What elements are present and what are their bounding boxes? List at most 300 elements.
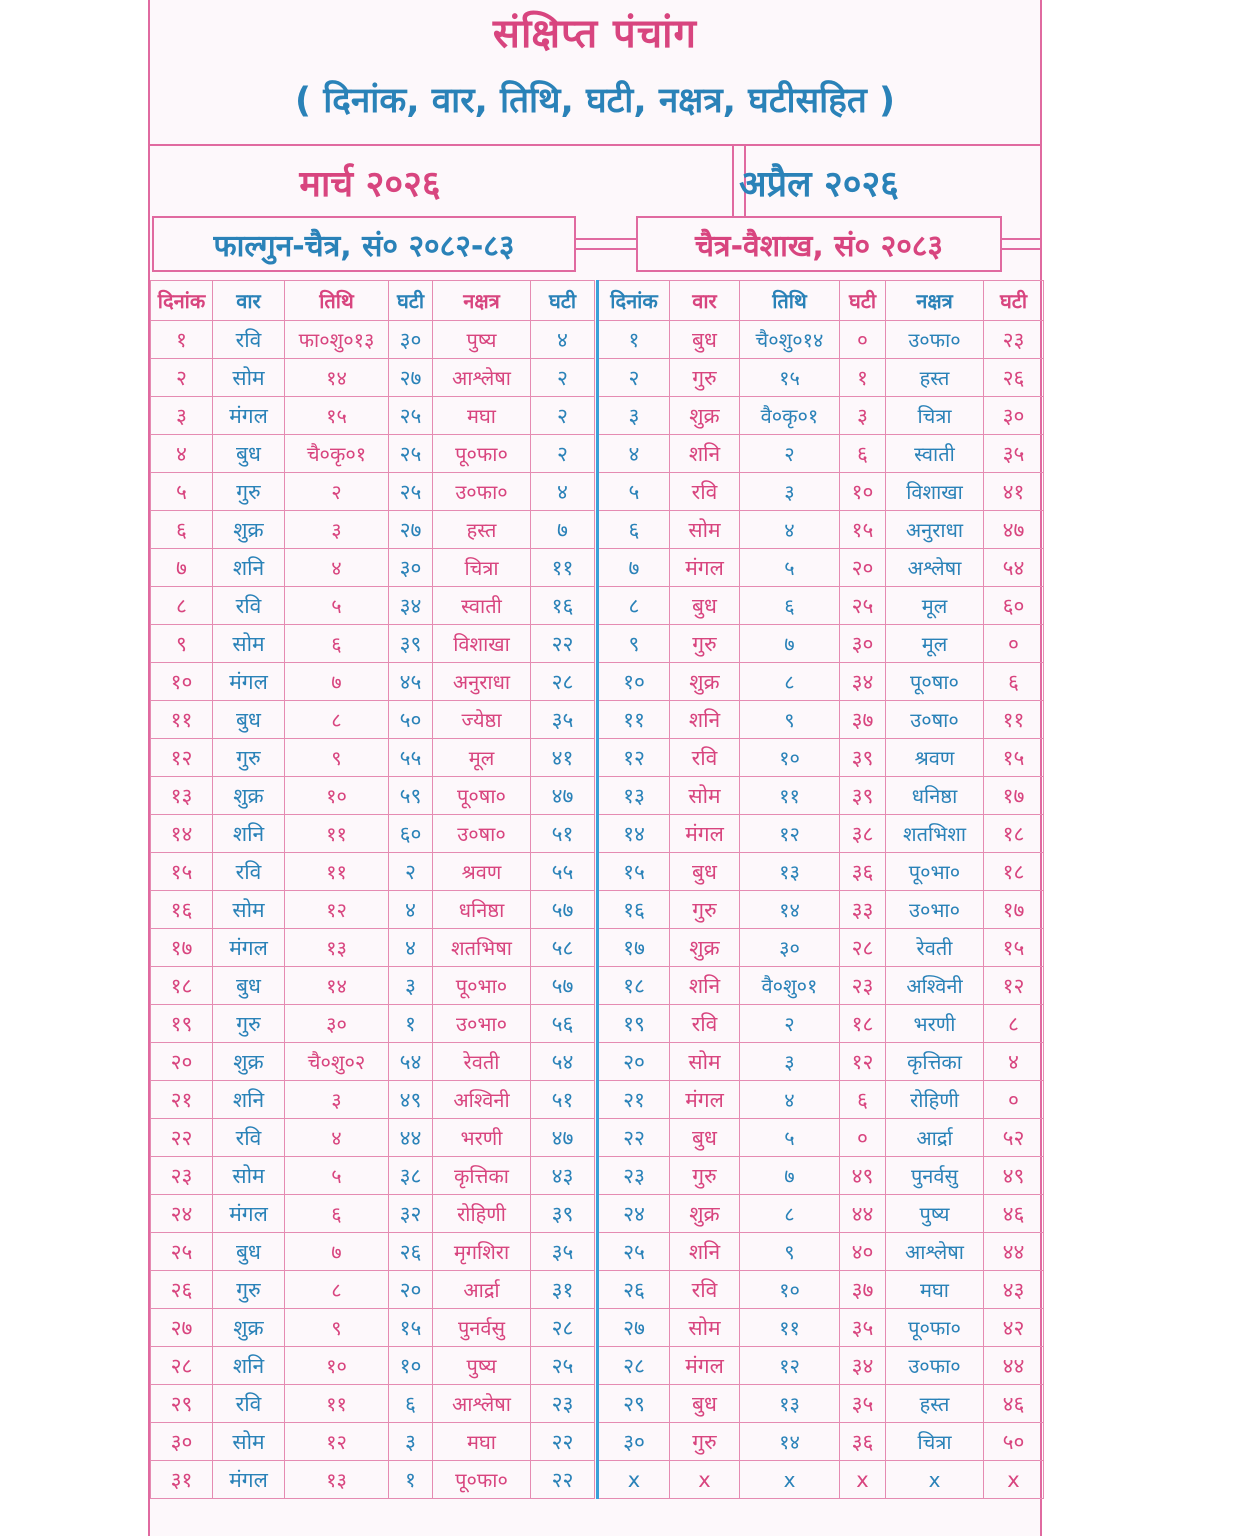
date-cell: २: [598, 359, 670, 397]
var-cell: सोम: [213, 625, 285, 663]
var-cell: गुरु: [213, 1271, 285, 1309]
ghati-cell: ३४: [389, 587, 433, 625]
connector-left: [576, 238, 636, 240]
date-cell: २०: [151, 1043, 213, 1081]
date-cell: x: [598, 1461, 670, 1499]
ghati-cell: ६: [840, 1081, 886, 1119]
table-row: [151, 511, 595, 549]
table-row: [598, 1081, 1044, 1119]
nakshatra-cell: चित्रा: [433, 549, 531, 587]
nakshatra-cell: मूल: [886, 587, 984, 625]
ghati-cell: ३०: [389, 321, 433, 359]
table-row: [151, 549, 595, 587]
ghati-cell: २: [389, 853, 433, 891]
var-cell: शनि: [213, 549, 285, 587]
table-row: [151, 929, 595, 967]
ghati-cell: ३३: [840, 891, 886, 929]
table-row: [151, 853, 595, 891]
date-cell: ८: [151, 587, 213, 625]
col-header-date: दिनांक: [598, 281, 670, 321]
table-row: [598, 1043, 1044, 1081]
ghati-end-cell: १७: [984, 777, 1044, 815]
ghati-end-cell: २३: [984, 321, 1044, 359]
tithi-cell: ८: [285, 1271, 389, 1309]
table-row: [151, 1385, 595, 1423]
table-row: [598, 1195, 1044, 1233]
ghati-end-cell: ११: [531, 549, 595, 587]
ghati-end-cell: ३९: [531, 1195, 595, 1233]
date-cell: २२: [598, 1119, 670, 1157]
ghati-cell: ३८: [389, 1157, 433, 1195]
ghati-end-cell: ४: [531, 473, 595, 511]
tithi-cell: ११: [740, 1309, 840, 1347]
col-header-tithi: तिथि: [740, 281, 840, 321]
nakshatra-cell: आश्लेषा: [886, 1233, 984, 1271]
date-cell: १९: [598, 1005, 670, 1043]
var-cell: बुध: [213, 967, 285, 1005]
table-row: [151, 473, 595, 511]
date-cell: ४: [598, 435, 670, 473]
ghati-end-cell: २: [531, 397, 595, 435]
ghati-cell: ४९: [840, 1157, 886, 1195]
date-cell: १४: [598, 815, 670, 853]
ghati-end-cell: ३१: [531, 1271, 595, 1309]
table-row: [598, 511, 1044, 549]
tithi-cell: १२: [285, 891, 389, 929]
tithi-cell: ९: [285, 1309, 389, 1347]
table-row: [598, 929, 1044, 967]
date-cell: ४: [151, 435, 213, 473]
ghati-cell: ५९: [389, 777, 433, 815]
var-cell: सोम: [670, 1309, 740, 1347]
nakshatra-cell: रेवती: [886, 929, 984, 967]
table-row: [598, 1233, 1044, 1271]
ghati-end-cell: ४१: [531, 739, 595, 777]
date-cell: १७: [598, 929, 670, 967]
var-cell: मंगल: [213, 1461, 285, 1499]
ghati-end-cell: ५७: [531, 967, 595, 1005]
ghati-cell: ३२: [389, 1195, 433, 1233]
var-cell: मंगल: [213, 397, 285, 435]
var-cell: रवि: [670, 473, 740, 511]
var-cell: शनि: [670, 435, 740, 473]
ghati-cell: ६: [389, 1385, 433, 1423]
ghati-cell: ३६: [840, 1423, 886, 1461]
date-cell: ३: [598, 397, 670, 435]
date-cell: १३: [598, 777, 670, 815]
ghati-end-cell: १५: [984, 739, 1044, 777]
tithi-cell: ३: [285, 511, 389, 549]
tithi-cell: ८: [285, 701, 389, 739]
tithi-cell: x: [740, 1461, 840, 1499]
connector-right-2: [1002, 248, 1040, 250]
table-row: [598, 473, 1044, 511]
date-cell: ११: [598, 701, 670, 739]
ghati-cell: ५५: [389, 739, 433, 777]
divider-top: [150, 144, 1040, 146]
ghati-end-cell: ४४: [984, 1347, 1044, 1385]
nakshatra-cell: हस्त: [886, 359, 984, 397]
nakshatra-cell: पुष्य: [433, 321, 531, 359]
nakshatra-cell: उ०षा०: [433, 815, 531, 853]
ghati-cell: ३०: [389, 549, 433, 587]
table-row: [151, 1005, 595, 1043]
table-row: [151, 1233, 595, 1271]
date-cell: ३०: [598, 1423, 670, 1461]
table-row: [598, 1461, 1044, 1499]
ghati-end-cell: ८: [984, 1005, 1044, 1043]
date-cell: ३०: [151, 1423, 213, 1461]
var-cell: रवि: [213, 587, 285, 625]
date-cell: १: [598, 321, 670, 359]
ghati-cell: ४४: [840, 1195, 886, 1233]
var-cell: गुरु: [213, 739, 285, 777]
tithi-cell: ८: [740, 1195, 840, 1233]
table-row: [151, 1309, 595, 1347]
ghati-cell: २७: [389, 359, 433, 397]
ghati-end-cell: २५: [531, 1347, 595, 1385]
ghati-cell: २०: [840, 549, 886, 587]
date-cell: २८: [598, 1347, 670, 1385]
nakshatra-cell: स्वाती: [886, 435, 984, 473]
var-cell: बुध: [670, 321, 740, 359]
table-row: [151, 359, 595, 397]
tithi-cell: ४: [285, 549, 389, 587]
ghati-end-cell: ४३: [984, 1271, 1044, 1309]
month-march-label: मार्च २०२६: [299, 164, 441, 205]
ghati-end-cell: १८: [984, 853, 1044, 891]
tithi-cell: १४: [285, 359, 389, 397]
ghati-end-cell: ६०: [984, 587, 1044, 625]
var-cell: गुरु: [670, 625, 740, 663]
nakshatra-cell: रेवती: [433, 1043, 531, 1081]
nakshatra-cell: धनिष्ठा: [886, 777, 984, 815]
tithi-cell: १०: [285, 1347, 389, 1385]
var-cell: गुरु: [670, 891, 740, 929]
var-cell: मंगल: [670, 549, 740, 587]
table-row: [598, 1423, 1044, 1461]
tithi-cell: ४: [740, 1081, 840, 1119]
ghati-cell: २५: [840, 587, 886, 625]
col-header-date: दिनांक: [151, 281, 213, 321]
table-row: [151, 321, 595, 359]
ghati-cell: ३८: [840, 815, 886, 853]
var-cell: गुरु: [670, 359, 740, 397]
tithi-cell: चै०शु०१४: [740, 321, 840, 359]
tithi-cell: ११: [285, 815, 389, 853]
var-cell: गुरु: [213, 1005, 285, 1043]
var-cell: शुक्र: [670, 663, 740, 701]
var-cell: शुक्र: [670, 929, 740, 967]
var-cell: शुक्र: [213, 1309, 285, 1347]
var-cell: x: [670, 1461, 740, 1499]
tithi-cell: चै०शु०२: [285, 1043, 389, 1081]
table-row: [151, 1461, 595, 1499]
date-cell: १: [151, 321, 213, 359]
var-cell: बुध: [670, 1385, 740, 1423]
ghati-cell: १०: [840, 473, 886, 511]
ghati-end-cell: २६: [984, 359, 1044, 397]
tithi-cell: ९: [285, 739, 389, 777]
ghati-end-cell: १७: [984, 891, 1044, 929]
date-cell: २५: [598, 1233, 670, 1271]
tithi-cell: ९: [740, 1233, 840, 1271]
table-row: [598, 397, 1044, 435]
date-cell: १३: [151, 777, 213, 815]
ghati-cell: ३७: [840, 1271, 886, 1309]
ghati-end-cell: ५४: [531, 1043, 595, 1081]
var-cell: शुक्र: [213, 511, 285, 549]
date-cell: ५: [151, 473, 213, 511]
nakshatra-cell: विशाखा: [433, 625, 531, 663]
ghati-end-cell: ११: [984, 701, 1044, 739]
nakshatra-cell: मूल: [433, 739, 531, 777]
var-cell: रवि: [670, 739, 740, 777]
nakshatra-cell: उ०फा०: [433, 473, 531, 511]
tithi-cell: ९: [740, 701, 840, 739]
var-cell: रवि: [213, 1119, 285, 1157]
nakshatra-cell: चित्रा: [886, 397, 984, 435]
table-row: [598, 663, 1044, 701]
ghati-end-cell: ६: [984, 663, 1044, 701]
col-header-tithi: तिथि: [285, 281, 389, 321]
date-cell: २४: [151, 1195, 213, 1233]
ghati-end-cell: ५७: [531, 891, 595, 929]
date-cell: १२: [151, 739, 213, 777]
table-row: [151, 967, 595, 1005]
ghati-end-cell: ३५: [531, 701, 595, 739]
nakshatra-cell: रोहिणी: [433, 1195, 531, 1233]
ghati-end-cell: १५: [984, 929, 1044, 967]
ghati-cell: २०: [389, 1271, 433, 1309]
col-header-var: वार: [670, 281, 740, 321]
var-cell: सोम: [670, 777, 740, 815]
date-cell: ६: [151, 511, 213, 549]
tithi-cell: १०: [285, 777, 389, 815]
tithi-cell: १०: [740, 739, 840, 777]
table-row: [151, 891, 595, 929]
var-cell: सोम: [213, 359, 285, 397]
nakshatra-cell: आश्लेषा: [433, 1385, 531, 1423]
april-table: [596, 280, 1044, 1499]
ghati-cell: २५: [389, 473, 433, 511]
nakshatra-cell: उ०फा०: [886, 321, 984, 359]
col-header-var: वार: [213, 281, 285, 321]
table-row: [151, 1119, 595, 1157]
nakshatra-cell: पू०भा०: [886, 853, 984, 891]
date-cell: ८: [598, 587, 670, 625]
var-cell: शनि: [213, 1347, 285, 1385]
ghati-end-cell: २८: [531, 1309, 595, 1347]
ghati-end-cell: २३: [531, 1385, 595, 1423]
ghati-end-cell: ४७: [984, 511, 1044, 549]
var-cell: सोम: [670, 511, 740, 549]
var-cell: शुक्र: [213, 1043, 285, 1081]
nakshatra-cell: स्वाती: [433, 587, 531, 625]
ghati-end-cell: ५१: [531, 815, 595, 853]
ghati-end-cell: २२: [531, 1461, 595, 1499]
var-cell: शुक्र: [213, 777, 285, 815]
ghati-end-cell: २८: [531, 663, 595, 701]
tithi-cell: ४: [285, 1119, 389, 1157]
ghati-cell: ०: [840, 321, 886, 359]
nakshatra-cell: भरणी: [433, 1119, 531, 1157]
date-cell: ५: [598, 473, 670, 511]
table-row: [151, 739, 595, 777]
date-cell: १५: [598, 853, 670, 891]
nakshatra-cell: पू०षा०: [886, 663, 984, 701]
nakshatra-cell: आर्द्रा: [433, 1271, 531, 1309]
tithi-cell: ३: [740, 1043, 840, 1081]
nakshatra-cell: पुनर्वसु: [433, 1309, 531, 1347]
ghati-end-cell: ७: [531, 511, 595, 549]
ghati-end-cell: ५६: [531, 1005, 595, 1043]
tithi-cell: ७: [285, 1233, 389, 1271]
nakshatra-cell: श्रवण: [433, 853, 531, 891]
tithi-cell: २: [740, 435, 840, 473]
ghati-cell: ३५: [840, 1309, 886, 1347]
ghati-cell: २६: [389, 1233, 433, 1271]
nakshatra-cell: उ०भा०: [433, 1005, 531, 1043]
ghati-end-cell: ०: [984, 1081, 1044, 1119]
panchang-sheet: [148, 0, 1042, 1536]
table-row: [598, 1119, 1044, 1157]
date-cell: २६: [151, 1271, 213, 1309]
ghati-end-cell: ५८: [531, 929, 595, 967]
ghati-cell: १५: [840, 511, 886, 549]
table-row: [151, 1271, 595, 1309]
tithi-cell: वै०कृ०१: [740, 397, 840, 435]
tithi-cell: १४: [740, 1423, 840, 1461]
nakshatra-cell: हस्त: [433, 511, 531, 549]
date-cell: ७: [151, 549, 213, 587]
tithi-cell: ८: [740, 663, 840, 701]
date-cell: १०: [151, 663, 213, 701]
ghati-end-cell: ४९: [984, 1157, 1044, 1195]
nakshatra-cell: मघा: [886, 1271, 984, 1309]
date-cell: १७: [151, 929, 213, 967]
table-row: [151, 1081, 595, 1119]
var-cell: रवि: [670, 1005, 740, 1043]
ghati-end-cell: ३०: [984, 397, 1044, 435]
nakshatra-cell: अश्विनी: [433, 1081, 531, 1119]
table-row: [151, 1043, 595, 1081]
date-cell: २७: [151, 1309, 213, 1347]
date-cell: २३: [598, 1157, 670, 1195]
nakshatra-cell: उ०फा०: [886, 1347, 984, 1385]
ghati-end-cell: ४१: [984, 473, 1044, 511]
ghati-cell: ३९: [840, 739, 886, 777]
samvat-left-box: फाल्गुन-चैत्र, सं० २०८२-८३: [152, 216, 576, 272]
tithi-cell: ७: [740, 625, 840, 663]
nakshatra-cell: आर्द्रा: [886, 1119, 984, 1157]
ghati-cell: ३६: [840, 853, 886, 891]
col-header-ghati: घटी: [389, 281, 433, 321]
tithi-cell: ३: [285, 1081, 389, 1119]
tithi-cell: १५: [285, 397, 389, 435]
ghati-end-cell: २: [531, 435, 595, 473]
table-row: [151, 777, 595, 815]
tithi-cell: ३०: [285, 1005, 389, 1043]
ghati-end-cell: ४४: [984, 1233, 1044, 1271]
ghati-cell: ४५: [389, 663, 433, 701]
ghati-end-cell: ४७: [531, 777, 595, 815]
nakshatra-cell: पू०षा०: [433, 777, 531, 815]
var-cell: शुक्र: [670, 1195, 740, 1233]
ghati-cell: २५: [389, 435, 433, 473]
ghati-end-cell: ५४: [984, 549, 1044, 587]
connector-left-2: [576, 248, 636, 250]
nakshatra-cell: मघा: [433, 397, 531, 435]
ghati-cell: १: [840, 359, 886, 397]
table-row: [151, 663, 595, 701]
table-row: [598, 777, 1044, 815]
tithi-cell: १३: [740, 1385, 840, 1423]
var-cell: बुध: [670, 1119, 740, 1157]
var-cell: मंगल: [213, 929, 285, 967]
ghati-end-cell: १२: [984, 967, 1044, 1005]
nakshatra-cell: पू०भा०: [433, 967, 531, 1005]
var-cell: बुध: [670, 853, 740, 891]
table-row: [598, 587, 1044, 625]
var-cell: मंगल: [670, 815, 740, 853]
date-cell: १४: [151, 815, 213, 853]
ghati-cell: ४: [389, 929, 433, 967]
ghati-end-cell: १८: [984, 815, 1044, 853]
tithi-cell: १३: [285, 1461, 389, 1499]
date-cell: २१: [151, 1081, 213, 1119]
ghati-end-cell: ३५: [984, 435, 1044, 473]
ghati-cell: ३५: [840, 1385, 886, 1423]
tithi-cell: ५: [740, 549, 840, 587]
ghati-end-cell: ५२: [984, 1119, 1044, 1157]
ghati-cell: ३: [840, 397, 886, 435]
ghati-end-cell: ४६: [984, 1385, 1044, 1423]
tithi-cell: चै०कृ०१: [285, 435, 389, 473]
ghati-cell: ३९: [840, 777, 886, 815]
table-row: [598, 1157, 1044, 1195]
var-cell: सोम: [670, 1043, 740, 1081]
tithi-cell: ११: [285, 1385, 389, 1423]
nakshatra-cell: उ०षा०: [886, 701, 984, 739]
ghati-cell: १८: [840, 1005, 886, 1043]
var-cell: शनि: [670, 967, 740, 1005]
tithi-cell: ५: [285, 587, 389, 625]
var-cell: मंगल: [213, 663, 285, 701]
ghati-cell: ३४: [840, 663, 886, 701]
tithi-cell: ३: [740, 473, 840, 511]
tithi-cell: ६: [285, 1195, 389, 1233]
nakshatra-cell: धनिष्ठा: [433, 891, 531, 929]
date-cell: २१: [598, 1081, 670, 1119]
table-row: [598, 891, 1044, 929]
tithi-cell: ७: [740, 1157, 840, 1195]
date-cell: २२: [151, 1119, 213, 1157]
var-cell: शनि: [213, 1081, 285, 1119]
ghati-end-cell: ४६: [984, 1195, 1044, 1233]
date-cell: २८: [151, 1347, 213, 1385]
var-cell: सोम: [213, 891, 285, 929]
ghati-cell: ५४: [389, 1043, 433, 1081]
tithi-cell: १२: [740, 815, 840, 853]
tithi-cell: वै०शु०१: [740, 967, 840, 1005]
date-cell: ७: [598, 549, 670, 587]
var-cell: शुक्र: [670, 397, 740, 435]
date-cell: ६: [598, 511, 670, 549]
tithi-cell: फा०शु०१३: [285, 321, 389, 359]
var-cell: रवि: [213, 1385, 285, 1423]
table-row: [151, 587, 595, 625]
